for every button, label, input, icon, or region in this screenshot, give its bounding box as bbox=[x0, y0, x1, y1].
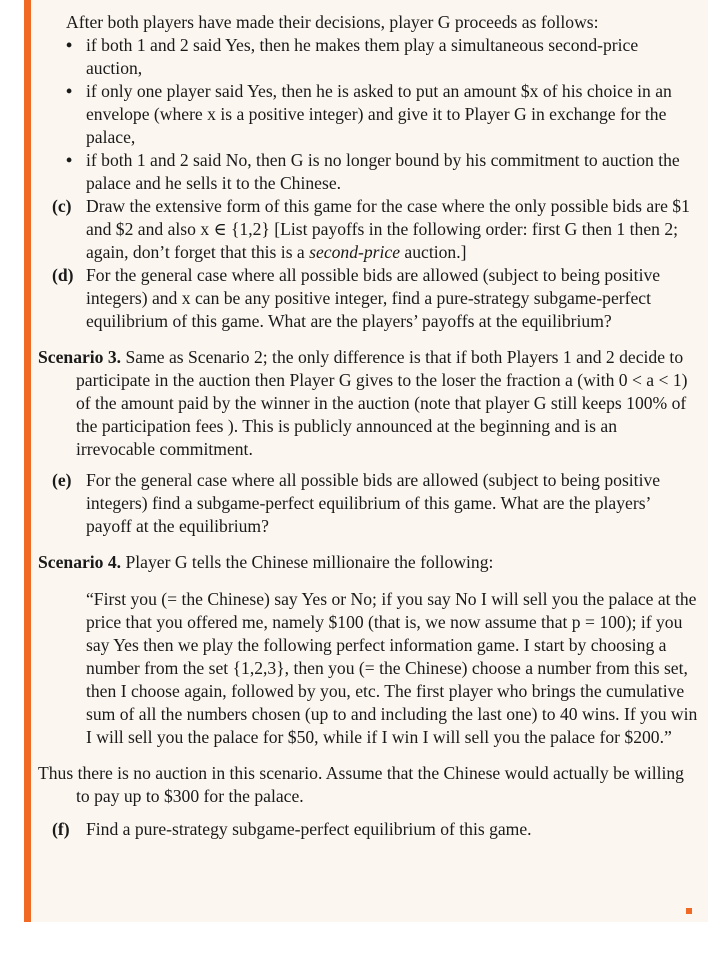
part-emphasis: second-price bbox=[309, 242, 401, 262]
part-label: (d) bbox=[52, 265, 74, 285]
part-d bbox=[38, 264, 698, 333]
part-label: (c) bbox=[52, 196, 72, 216]
scenario-heading: Scenario 4. bbox=[38, 552, 122, 572]
part-text: Find a pure-strategy subgame-perfect equilibrium of this game. bbox=[86, 819, 532, 839]
end-marker bbox=[686, 908, 692, 914]
part-e bbox=[38, 469, 698, 538]
thus-paragraph: Thus there is no auction in this scenario. Assume that the Chinese would actually be willing to pay up to $300 for the palace. bbox=[38, 763, 684, 806]
procedure-list bbox=[38, 34, 698, 195]
list-item: • if both 1 and 2 said Yes, then he makes them play a simultaneous second-price auction, bbox=[66, 34, 698, 80]
part-text: For the general case where all possible bids are allowed (subject to being positive integers) find a subgame-perfect equilibrium of this game. What are the players’ payoff at the equilibrium? bbox=[86, 470, 661, 536]
scenario-text: Player G tells the Chinese millionaire the following: bbox=[125, 552, 494, 572]
scenario-3 bbox=[38, 346, 698, 461]
part-f bbox=[38, 818, 698, 841]
part-label: (e) bbox=[52, 470, 72, 490]
list-item: • if both 1 and 2 said No, then G is no longer bound by his commitment to auction the palace and he sells it to the Chinese. bbox=[66, 149, 698, 195]
part-label: (f) bbox=[52, 819, 70, 839]
scenario-heading: Scenario 3. bbox=[38, 347, 122, 367]
part-text: Draw the extensive form of this game for the case where the only possible bids are $1 and $2 and also x ∈ {1,2} [List payoffs in the following order: first G then 1 then 2; again, don’t forget that this is a bbox=[86, 196, 690, 262]
part-c bbox=[38, 195, 698, 264]
scenario-4 bbox=[38, 551, 698, 574]
part-text: For the general case where all possible bids are allowed (subject to being positive integers) and x can be any positive integer, find a pure-strategy subgame-perfect equilibrium of this game. What are the players’ payoffs at the equilibrium? bbox=[86, 265, 661, 331]
player-g-quote: “First you (= the Chinese) say Yes or No; if you say No I will sell you the palace at the price that you offered me, namely $100 (that is, we now assume that p = 100); if you say Yes then we play the following perfect information game. I start by choosing a number from the set {1,2,3}, then you (= the Chinese) choose a number from this set, then I choose again, followed by you, etc. The first player who brings the cumulative sum of all the numbers chosen (up to and including the last one) to 40 wins. If you win I will sell you the palace for $50, while if I win I will sell you the palace for $200.” bbox=[86, 589, 698, 747]
part-text-tail: auction.] bbox=[400, 242, 467, 262]
intro-paragraph: After both players have made their decisions, player G proceeds as follows: bbox=[66, 12, 599, 32]
document-content bbox=[38, 11, 698, 841]
scenario-text: Same as Scenario 2; the only difference is that if both Players 1 and 2 decide to participate in the auction then Player G gives to the loser the fraction a (with 0 < a < 1) of the amount paid by the winner in the auction (note that player G still keeps 100% of the participation fees ). This is publicly announced at the beginning and is an irrevocable commitment. bbox=[76, 347, 688, 459]
list-item: • if only one player said Yes, then he is asked to put an amount $x of his choice in an envelope (where x is a positive integer) and give it to Player G in exchange for the palace, bbox=[66, 80, 698, 149]
